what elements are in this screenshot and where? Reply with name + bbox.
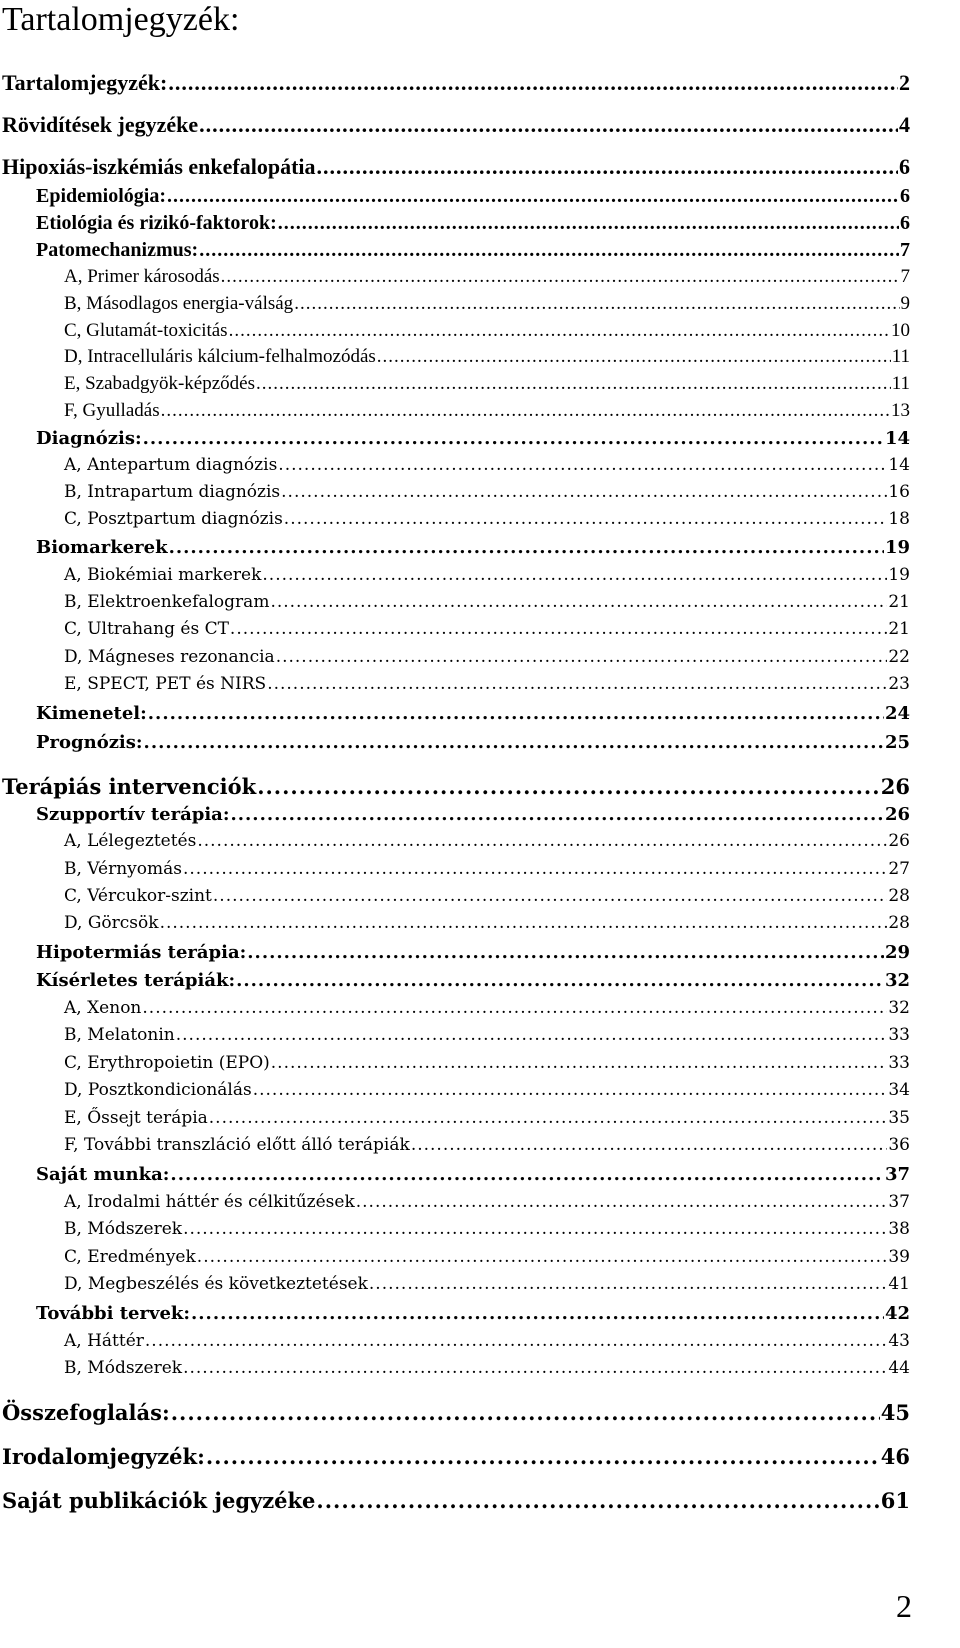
toc-entry[interactable] bbox=[64, 266, 910, 288]
toc-entry[interactable] bbox=[64, 509, 910, 529]
toc-entry[interactable] bbox=[64, 998, 910, 1018]
toc-entry-page-number: 29 bbox=[884, 942, 910, 963]
toc-entry-label: B, Másodlagos energia-válság bbox=[64, 293, 294, 314]
toc-entry-label: B, Módszerek bbox=[64, 1219, 183, 1239]
toc-entry-label: C, Ultrahang és CT bbox=[64, 619, 229, 639]
dot-leader bbox=[168, 70, 898, 96]
toc-entry-label: B, Vérnyomás bbox=[64, 859, 182, 879]
dot-leader bbox=[169, 537, 884, 558]
toc-entry-page-number: 7 bbox=[900, 266, 910, 287]
toc-entry-label: C, Erythropoietin (EPO) bbox=[64, 1053, 270, 1073]
toc-entry-label: D, Mágneses rezonancia bbox=[64, 647, 275, 667]
toc-entry[interactable] bbox=[64, 1108, 910, 1128]
toc-entry-label: C, Glutamát-toxicitás bbox=[64, 320, 228, 341]
toc-entry[interactable] bbox=[64, 859, 910, 879]
toc-entry[interactable] bbox=[2, 1444, 910, 1469]
toc-entry-label: E, Őssejt terápia bbox=[64, 1108, 208, 1128]
toc-entry[interactable] bbox=[36, 1164, 910, 1185]
toc-entry[interactable] bbox=[64, 482, 910, 502]
toc-entry[interactable] bbox=[64, 320, 910, 342]
toc-entry[interactable] bbox=[36, 212, 910, 235]
toc-entry-page-number: 11 bbox=[891, 346, 910, 367]
dot-leader bbox=[176, 1025, 888, 1045]
toc-entry[interactable] bbox=[2, 70, 910, 96]
dot-leader bbox=[221, 266, 900, 288]
dot-leader bbox=[167, 185, 899, 208]
toc-entry-page-number: 32 bbox=[888, 998, 910, 1018]
toc-entry-page-number: 42 bbox=[884, 1303, 910, 1324]
toc-entry-page-number: 19 bbox=[884, 537, 910, 558]
toc-entry-page-number: 36 bbox=[888, 1135, 910, 1155]
dot-leader bbox=[161, 400, 890, 422]
toc-entry[interactable] bbox=[64, 1331, 910, 1351]
toc-entry-label: Kísérletes terápiák: bbox=[36, 970, 236, 991]
toc-entry-label: D, Intracelluláris kálcium-felhalmozódás bbox=[64, 346, 376, 367]
toc-entry[interactable] bbox=[64, 1025, 910, 1045]
toc-entry-label: B, Elektroenkefalogram bbox=[64, 592, 270, 612]
toc-entry-label: A, Irodalmi háttér és célkitűzések bbox=[64, 1192, 355, 1212]
toc-entry-label: Saját publikációk jegyzéke bbox=[2, 1488, 316, 1513]
dot-leader bbox=[317, 154, 898, 180]
dot-leader bbox=[197, 831, 887, 851]
dot-leader bbox=[377, 346, 891, 368]
toc-entry[interactable] bbox=[64, 293, 910, 315]
toc-entry[interactable] bbox=[64, 400, 910, 422]
toc-entry-page-number: 26 bbox=[884, 804, 910, 825]
toc-entry-page-number: 39 bbox=[888, 1247, 910, 1267]
dot-leader bbox=[236, 970, 884, 991]
toc-entry-page-number: 28 bbox=[888, 913, 910, 933]
dot-leader bbox=[148, 703, 884, 724]
toc-entry-page-number: 37 bbox=[888, 1192, 910, 1212]
toc-entry-page-number: 16 bbox=[888, 482, 910, 502]
toc-entry-label: C, Eredmények bbox=[64, 1247, 196, 1267]
dot-leader bbox=[213, 886, 887, 906]
toc-entry[interactable] bbox=[36, 804, 910, 825]
toc-entry[interactable] bbox=[36, 1303, 910, 1324]
dot-leader bbox=[257, 774, 880, 799]
dot-leader bbox=[284, 509, 888, 529]
toc-entry[interactable] bbox=[64, 647, 910, 667]
dot-leader bbox=[171, 1400, 880, 1425]
dot-leader bbox=[183, 859, 887, 879]
toc-entry[interactable] bbox=[64, 831, 910, 851]
toc-entry-label: F, Gyulladás bbox=[64, 400, 160, 421]
toc-entry[interactable] bbox=[64, 346, 910, 368]
toc-entry-label: A, Háttér bbox=[64, 1331, 144, 1351]
toc-entry-page-number: 38 bbox=[888, 1219, 910, 1239]
toc-entry[interactable] bbox=[2, 774, 910, 799]
toc-entry[interactable] bbox=[36, 942, 910, 963]
dot-leader bbox=[229, 320, 890, 342]
toc-entry[interactable] bbox=[64, 1358, 910, 1378]
toc-entry-label: B, Melatonin bbox=[64, 1025, 175, 1045]
dot-leader bbox=[191, 1303, 884, 1324]
toc-entry-label: Hipotermiás terápia: bbox=[36, 942, 247, 963]
toc-entry-label: További tervek: bbox=[36, 1303, 191, 1324]
toc-entry-label: Terápiás intervenciók bbox=[2, 774, 257, 799]
toc-entry-label: A, Antepartum diagnózis bbox=[64, 455, 278, 475]
toc-entry-page-number: 21 bbox=[888, 592, 910, 612]
toc-entry[interactable] bbox=[2, 1488, 910, 1513]
dot-leader bbox=[143, 428, 884, 449]
toc-entry-page-number: 45 bbox=[880, 1400, 910, 1425]
dot-leader bbox=[231, 804, 884, 825]
toc-entry-label: E, SPECT, PET és NIRS bbox=[64, 674, 267, 694]
toc-entry[interactable] bbox=[36, 537, 910, 558]
toc-entry[interactable] bbox=[64, 1135, 910, 1155]
toc-entry-page-number: 6 bbox=[900, 212, 910, 234]
toc-entry[interactable] bbox=[64, 565, 910, 585]
toc-entry-label: Irodalomjegyzék: bbox=[2, 1444, 205, 1469]
toc-entry[interactable] bbox=[64, 1080, 910, 1100]
toc-entry-page-number: 41 bbox=[888, 1274, 910, 1294]
toc-entry-page-number: 46 bbox=[880, 1444, 910, 1469]
toc-entry[interactable] bbox=[64, 886, 910, 906]
toc-entry[interactable] bbox=[64, 373, 910, 395]
toc-entry-label: C, Posztpartum diagnózis bbox=[64, 509, 283, 529]
toc-entry-label: Diagnózis: bbox=[36, 428, 142, 449]
page-number: 2 bbox=[896, 1588, 912, 1624]
toc-entry-label: D, Megbeszélés és következtetések bbox=[64, 1274, 368, 1294]
dot-leader bbox=[145, 1331, 887, 1351]
page-title: Tartalomjegyzék: bbox=[2, 1, 240, 38]
toc-entry[interactable] bbox=[36, 428, 910, 449]
dot-leader bbox=[294, 293, 899, 315]
dot-leader bbox=[247, 942, 884, 963]
toc-entry-label: A, Lélegeztetés bbox=[64, 831, 197, 851]
toc-entry-page-number: 9 bbox=[900, 293, 910, 314]
toc-entry-page-number: 13 bbox=[891, 400, 910, 421]
toc-entry-page-number: 14 bbox=[884, 428, 910, 449]
toc-entry[interactable] bbox=[64, 1219, 910, 1239]
toc-entry-page-number: 26 bbox=[880, 774, 910, 799]
toc-entry[interactable] bbox=[64, 592, 910, 612]
toc-entry-page-number: 25 bbox=[884, 732, 910, 753]
toc-entry-page-number: 10 bbox=[891, 320, 910, 341]
toc-entry-page-number: 33 bbox=[888, 1025, 910, 1045]
toc-entry-page-number: 14 bbox=[888, 455, 910, 475]
dot-leader bbox=[197, 1247, 888, 1267]
dot-leader bbox=[262, 565, 887, 585]
toc-entry-page-number: 61 bbox=[880, 1488, 910, 1513]
toc-entry-label: A, Biokémiai markerek bbox=[64, 565, 262, 585]
toc-entry-page-number: 43 bbox=[888, 1331, 910, 1351]
toc-entry-page-number: 32 bbox=[884, 970, 910, 991]
toc-entry-label: Saját munka: bbox=[36, 1164, 170, 1185]
toc-entry[interactable] bbox=[2, 1400, 910, 1425]
toc-entry[interactable] bbox=[36, 970, 910, 991]
dot-leader bbox=[267, 674, 887, 694]
toc-entry-page-number: 44 bbox=[888, 1358, 910, 1378]
toc-entry-page-number: 19 bbox=[888, 565, 910, 585]
toc-entry[interactable] bbox=[64, 1053, 910, 1073]
dot-leader bbox=[206, 1444, 880, 1469]
toc-entry-label: B, Intrapartum diagnózis bbox=[64, 482, 281, 502]
toc-entry[interactable] bbox=[64, 913, 910, 933]
toc-entry[interactable] bbox=[2, 154, 910, 180]
toc-entry-label: Epidemiológia: bbox=[36, 185, 167, 207]
dot-leader bbox=[411, 1135, 888, 1155]
dot-leader bbox=[183, 1358, 887, 1378]
toc-entry-label: Tartalomjegyzék: bbox=[2, 70, 168, 95]
toc-entry-page-number: 11 bbox=[891, 373, 910, 394]
toc-entry[interactable] bbox=[64, 1247, 910, 1267]
dot-leader bbox=[144, 732, 884, 753]
toc-entry-page-number: 18 bbox=[888, 509, 910, 529]
dot-leader bbox=[356, 1192, 888, 1212]
toc-entry-label: Kimenetel: bbox=[36, 703, 147, 724]
toc-entry-page-number: 26 bbox=[888, 831, 910, 851]
toc-entry-page-number: 6 bbox=[900, 185, 910, 207]
dot-leader bbox=[281, 482, 887, 502]
dot-leader bbox=[278, 455, 887, 475]
dot-leader bbox=[271, 1053, 888, 1073]
toc-entry-page-number: 34 bbox=[888, 1080, 910, 1100]
toc-entry-label: Prognózis: bbox=[36, 732, 143, 753]
toc-entry-label: F, További transzláció előtt álló terápiák bbox=[64, 1135, 410, 1155]
toc-entry-page-number: 7 bbox=[900, 239, 910, 261]
toc-entry-label: Rövidítések jegyzéke bbox=[2, 112, 199, 137]
dot-leader bbox=[278, 212, 899, 235]
toc-entry-page-number: 23 bbox=[888, 674, 910, 694]
toc-entry[interactable] bbox=[36, 732, 910, 753]
toc-entry-page-number: 24 bbox=[884, 703, 910, 724]
dot-leader bbox=[199, 112, 898, 138]
toc-entry[interactable] bbox=[36, 239, 910, 262]
toc-entry-page-number: 27 bbox=[888, 859, 910, 879]
toc-entry-label: Összefoglalás: bbox=[2, 1400, 170, 1425]
toc-entry-label: B, Módszerek bbox=[64, 1358, 183, 1378]
toc-entry[interactable] bbox=[36, 185, 910, 208]
toc-entry-label: A, Primer károsodás bbox=[64, 266, 220, 287]
toc-entry-page-number: 6 bbox=[899, 154, 910, 179]
toc-entry-label: E, Szabadgyök-képződés bbox=[64, 373, 255, 394]
dot-leader bbox=[183, 1219, 887, 1239]
toc-entry[interactable] bbox=[2, 112, 910, 138]
toc-entry-page-number: 22 bbox=[888, 647, 910, 667]
dot-leader bbox=[270, 592, 887, 612]
dot-leader bbox=[256, 373, 891, 395]
toc-entry-label: D, Posztkondicionálás bbox=[64, 1080, 252, 1100]
toc-entry-page-number: 37 bbox=[884, 1164, 910, 1185]
toc-entry[interactable] bbox=[64, 455, 910, 475]
toc-entry-page-number: 2 bbox=[899, 70, 910, 95]
dot-leader bbox=[160, 913, 888, 933]
dot-leader bbox=[316, 1488, 879, 1513]
dot-leader bbox=[230, 619, 887, 639]
dot-leader bbox=[209, 1108, 888, 1128]
dot-leader bbox=[369, 1274, 887, 1294]
toc-entry-page-number: 21 bbox=[888, 619, 910, 639]
toc-entry-label: C, Vércukor-szint bbox=[64, 886, 212, 906]
dot-leader bbox=[142, 998, 887, 1018]
toc-entry-label: Szupportív terápia: bbox=[36, 804, 230, 825]
dot-leader bbox=[199, 239, 899, 262]
dot-leader bbox=[170, 1164, 884, 1185]
toc-entry-page-number: 28 bbox=[888, 886, 910, 906]
toc-entry-page-number: 33 bbox=[888, 1053, 910, 1073]
toc-entry-label: A, Xenon bbox=[64, 998, 142, 1018]
toc-entry[interactable] bbox=[64, 1274, 910, 1294]
dot-leader bbox=[253, 1080, 888, 1100]
toc-entry[interactable] bbox=[64, 619, 910, 639]
toc-entry-label: Patomechanizmus: bbox=[36, 239, 199, 261]
toc-entry[interactable] bbox=[64, 1192, 910, 1212]
toc-entry-page-number: 4 bbox=[899, 112, 910, 137]
toc-entry[interactable] bbox=[64, 674, 910, 694]
toc-entry-label: D, Görcsök bbox=[64, 913, 159, 933]
toc-entry-label: Etiológia és rizikó-faktorok: bbox=[36, 212, 277, 234]
toc-entry-page-number: 35 bbox=[888, 1108, 910, 1128]
toc-entry[interactable] bbox=[36, 703, 910, 724]
dot-leader bbox=[276, 647, 888, 667]
toc-entry-label: Biomarkerek bbox=[36, 537, 168, 558]
toc-entry-label: Hipoxiás-iszkémiás enkefalopátia bbox=[2, 154, 316, 179]
